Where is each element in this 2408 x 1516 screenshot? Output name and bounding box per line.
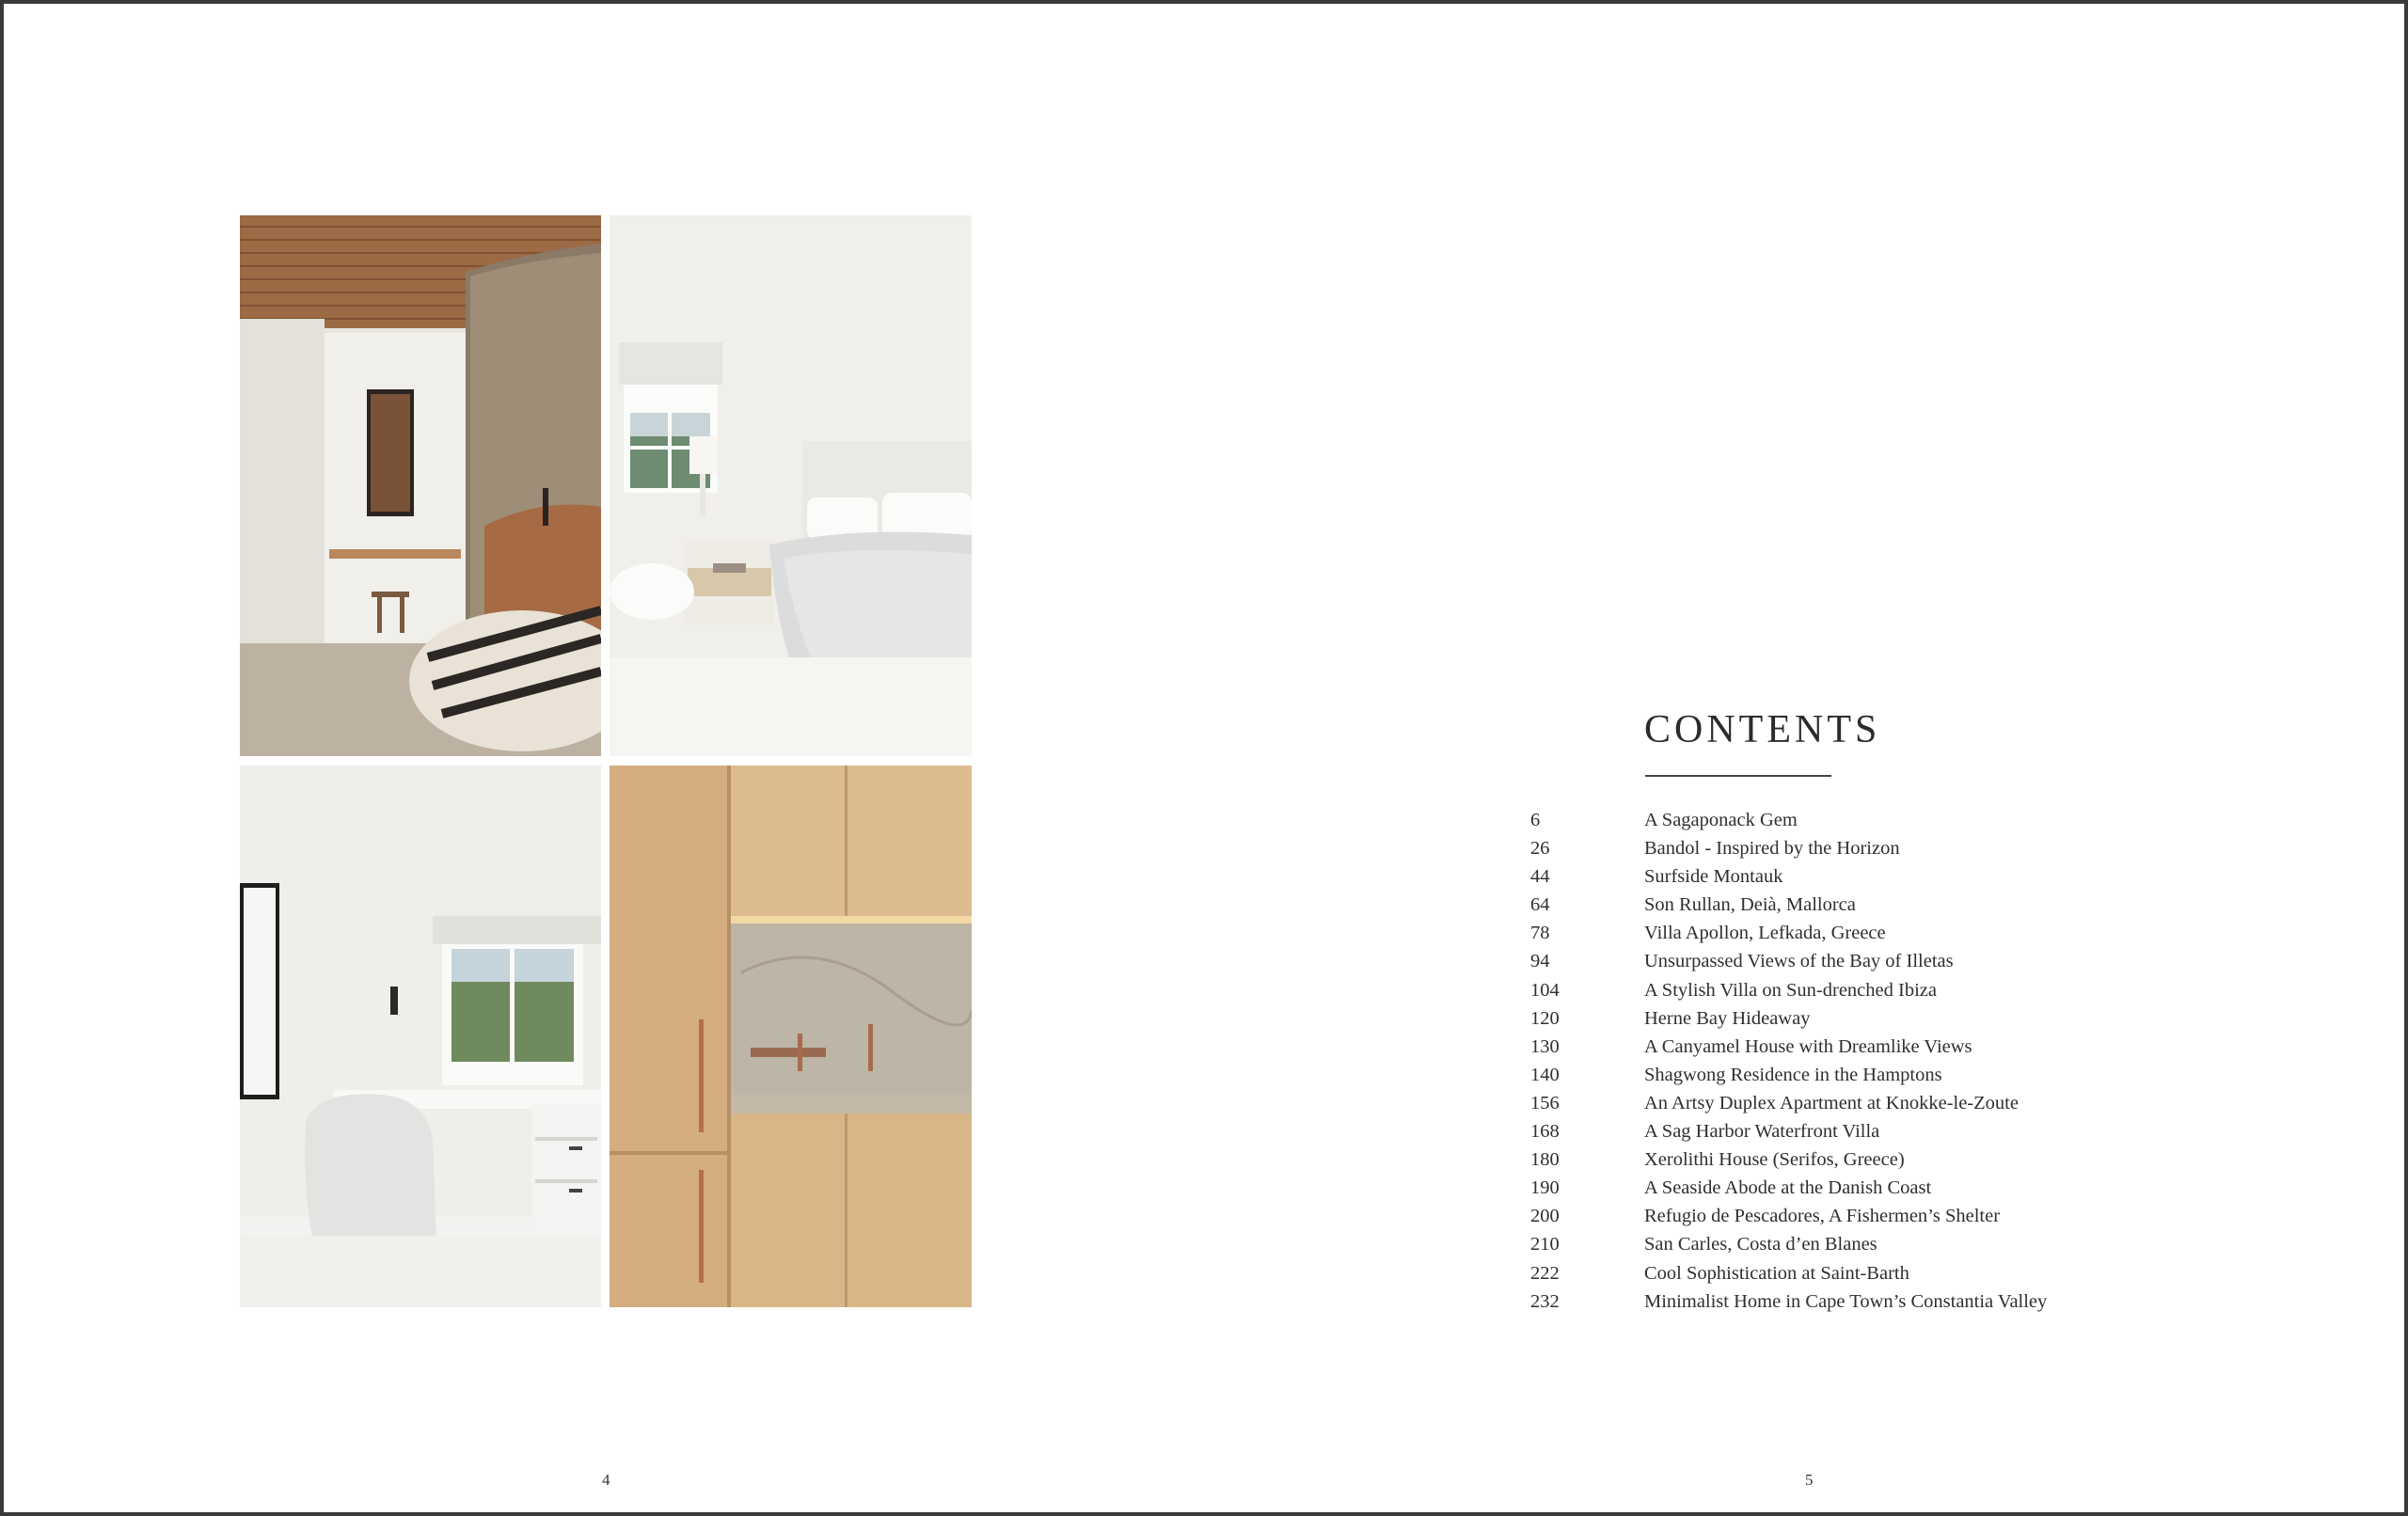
toc-entry-title: A Canyamel House with Dreamlike Views <box>1644 1035 1972 1057</box>
toc-entry[interactable] <box>1530 862 2047 891</box>
left-page-number: 4 <box>602 1471 610 1489</box>
toc-page-number: 44 <box>1530 866 1550 888</box>
toc-page-number: 6 <box>1530 810 1541 830</box>
toc-entry[interactable] <box>1530 1117 2047 1145</box>
toc-page-number: 232 <box>1530 1290 1560 1312</box>
toc-entry-title: San Carles, Costa d’en Blanes <box>1644 1234 1877 1255</box>
toc-entry[interactable] <box>1530 919 2047 947</box>
toc-entry[interactable] <box>1530 1145 2047 1174</box>
toc-page-number: 130 <box>1530 1035 1560 1057</box>
toc-entry[interactable] <box>1530 1287 2047 1316</box>
toc-entry[interactable] <box>1530 1004 2047 1033</box>
toc-entry-title: Surfside Montauk <box>1644 866 1783 888</box>
toc-page-number: 78 <box>1530 923 1550 944</box>
toc-entry-title: Villa Apollon, Lefkada, Greece <box>1644 923 1886 944</box>
toc-entry-title: Herne Bay Hideaway <box>1644 1007 1811 1029</box>
toc-entry-title: Bandol - Inspired by the Horizon <box>1644 838 1900 860</box>
white-bedroom-photo <box>610 215 972 756</box>
toc-entry[interactable] <box>1530 1089 2047 1117</box>
toc-entry[interactable] <box>1530 891 2047 919</box>
toc-page-number: 210 <box>1530 1234 1560 1255</box>
toc-page-number: 94 <box>1530 951 1550 972</box>
toc-entry[interactable] <box>1530 1259 2047 1287</box>
title-divider <box>1645 775 1831 777</box>
toc-page-number: 156 <box>1530 1092 1560 1113</box>
toc-page-number: 140 <box>1530 1064 1560 1085</box>
toc-entry[interactable] <box>1530 1202 2047 1230</box>
toc-page-number: 180 <box>1530 1149 1560 1171</box>
toc-page-number: 64 <box>1530 894 1550 916</box>
toc-page-number: 200 <box>1530 1206 1560 1227</box>
toc-entry-title: Cool Sophistication at Saint-Barth <box>1644 1262 1909 1284</box>
toc-page-number: 26 <box>1530 838 1550 860</box>
toc-entry[interactable] <box>1530 1033 2047 1061</box>
toc-entry[interactable] <box>1530 834 2047 862</box>
bedroom-wood-ceiling-photo <box>240 215 601 756</box>
oak-kitchen-photo <box>610 766 972 1307</box>
toc-entry-title: A Sag Harbor Waterfront Villa <box>1644 1121 1880 1143</box>
toc-entry[interactable] <box>1530 1230 2047 1258</box>
toc-entry-title: Shagwong Residence in the Hamptons <box>1644 1064 1942 1085</box>
contents-title: CONTENTS <box>1644 708 1881 751</box>
toc-entry-title: Unsurpassed Views of the Bay of Illetas <box>1644 951 1954 972</box>
toc-entry[interactable] <box>1530 976 2047 1004</box>
toc-entry-title: Xerolithi House (Serifos, Greece) <box>1644 1149 1905 1171</box>
toc-page-number: 168 <box>1530 1121 1560 1143</box>
toc-page-number: 222 <box>1530 1262 1560 1284</box>
toc-entry-title: Son Rullan, Deià, Mallorca <box>1644 894 1856 916</box>
toc-page-number: 120 <box>1530 1007 1560 1029</box>
right-page-number: 5 <box>1805 1471 1814 1489</box>
toc-entry-title: Refugio de Pescadores, A Fishermen’s Shelter <box>1644 1206 2001 1227</box>
toc-page-number: 104 <box>1530 979 1560 1001</box>
toc-entry[interactable] <box>1530 806 2047 834</box>
toc-entry[interactable] <box>1530 1061 2047 1089</box>
toc-entry-title: An Artsy Duplex Apartment at Knokke-le-Zoute <box>1644 1092 2019 1113</box>
contents-list <box>1530 806 2047 1316</box>
toc-entry[interactable] <box>1530 1174 2047 1202</box>
toc-entry-title: A Sagaponack Gem <box>1644 810 1798 830</box>
toc-entry[interactable] <box>1530 947 2047 975</box>
toc-entry-title: A Stylish Villa on Sun-drenched Ibiza <box>1644 979 1937 1001</box>
toc-page-number: 190 <box>1530 1177 1560 1199</box>
toc-entry-title: Minimalist Home in Cape Town’s Constantia Valley <box>1644 1290 2048 1312</box>
white-study-photo <box>240 766 601 1307</box>
toc-entry-title: A Seaside Abode at the Danish Coast <box>1644 1177 1932 1199</box>
